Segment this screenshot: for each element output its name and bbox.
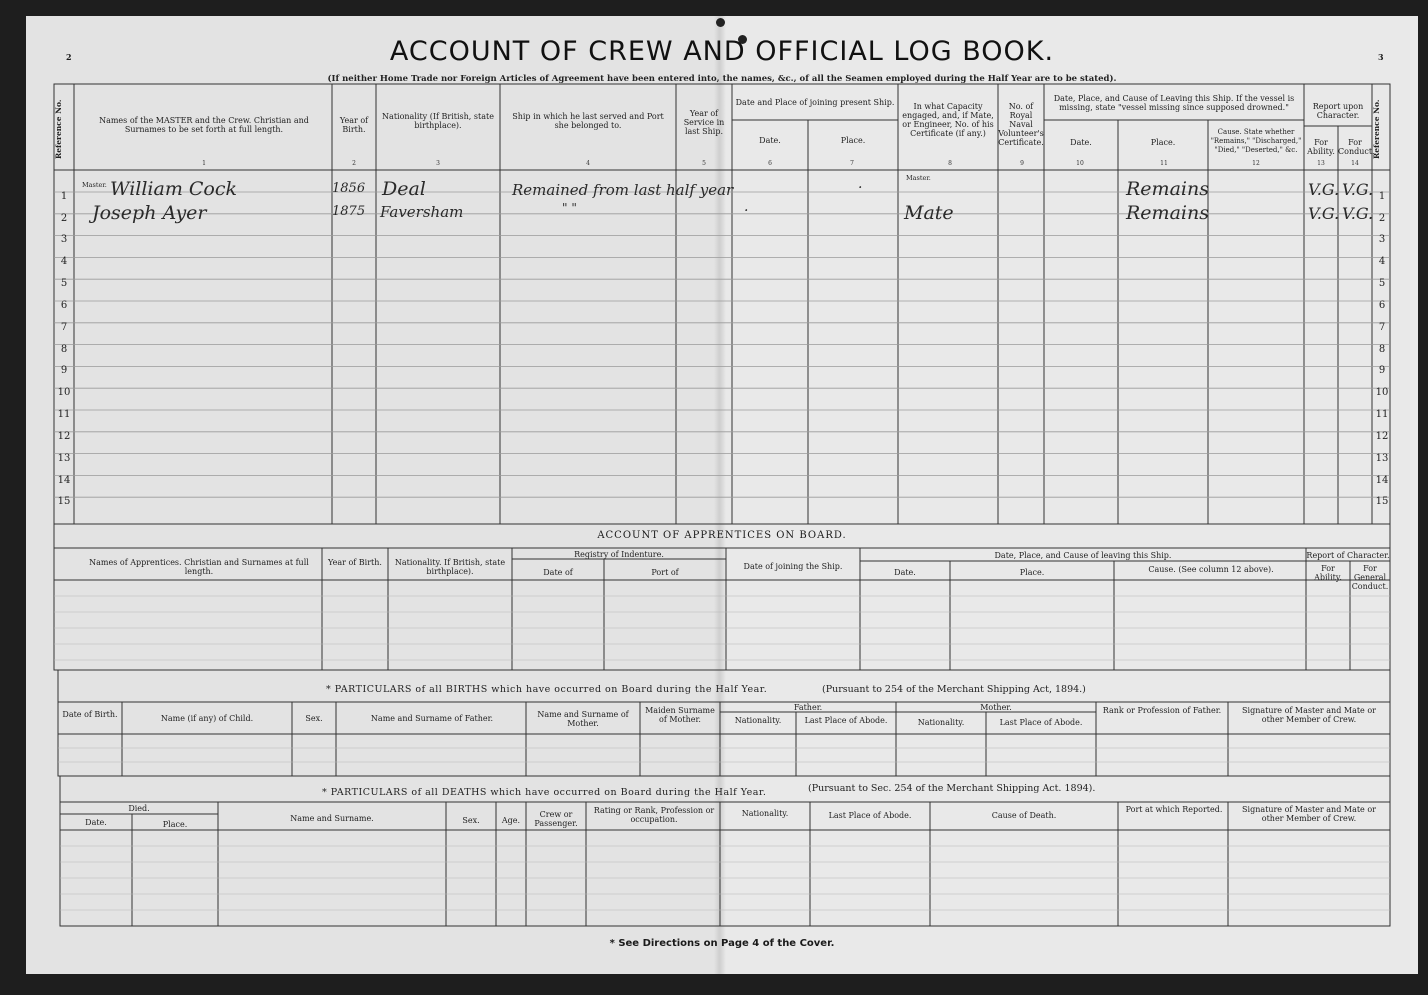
page-number-left: 2 [66,52,72,62]
row-number: 6 [60,300,68,311]
col-number-13: 13 [1317,160,1325,167]
apprentice-leaving-header: Date, Place, and Cause of leaving this Ship. [994,551,1172,560]
father-group-header: Father. [793,703,823,712]
crew-ability: V.G. [1308,180,1340,199]
mother-abode-header: Last Place of Abode. [999,718,1083,727]
apprentice-joining-header: Date of joining the Ship. [743,562,843,571]
row-number-right: 13 [1375,453,1389,464]
death-nationality-header: Nationality. [741,809,789,818]
births-title: * PARTICULARS of all BIRTHS which have occurred on Board during the Half Year. [326,684,768,695]
crew-name: Joseph Ayer [92,202,207,224]
row-number: 5 [60,278,68,289]
apprentice-names-header: Names of Apprentices. Christian and Surnames at full length. [89,558,309,576]
apprentice-conduct-header: For General Conduct. [1351,564,1389,591]
cause-of-death-header: Cause of Death. [991,811,1057,820]
births-pursuant: (Pursuant to 254 of the Merchant Shipping Act, 1894.) [822,684,1086,695]
row-number-right: 14 [1375,475,1389,486]
col-number-10: 10 [1076,160,1084,167]
apprentice-nationality-header: Nationality. If British, state birthplace). [394,558,506,576]
registry-date-header: Date of [543,568,573,577]
ship-last-served-header: Ship in which he last served and Port she belonged to. [512,112,664,130]
apprentice-year-header: Year of Birth. [328,558,382,567]
birth-sex-header: Sex. [305,714,323,723]
registry-header: Registry of Indenture. [574,550,664,559]
child-name-header: Name (if any) of Child. [160,714,254,723]
row-number-right: 15 [1375,496,1389,507]
row-number-right: 3 [1378,234,1386,245]
apprentice-cause-header: Cause. (See column 12 above). [1148,565,1274,574]
log-book-spread [26,16,1418,974]
crew-conduct: V.G. [1342,180,1374,199]
col-number-14: 14 [1351,160,1359,167]
capacity-header: In what Capacity engaged, and, if Mate, or Engineer, No. of his Certificate (if any.) [902,102,994,138]
row-number: 14 [57,475,71,486]
row-number-right: 10 [1375,387,1389,398]
apprentice-ability-header: For Ability. [1314,564,1342,582]
rnv-certificate-header: No. of Royal Naval Volunteer's Certificate. [998,102,1044,147]
col-number-6: 6 [768,160,772,167]
for-conduct-header: For Conduct. [1338,138,1375,156]
reference-number-header-right: Reference No. [1372,99,1381,159]
row-number: 2 [60,213,68,224]
death-place-header: Place. [162,820,188,829]
row-number-right: 5 [1378,278,1386,289]
death-sex-header: Sex. [462,816,480,825]
for-ability-header: For Ability. [1307,138,1335,156]
crew-cause: Remains [1126,178,1209,200]
row-number-right: 11 [1375,409,1389,420]
row-number-right: 8 [1378,344,1386,355]
crew-join-place: . [858,176,863,192]
death-signature-header: Signature of Master and Mate or other Member of Crew. [1242,805,1376,823]
crew-year-of-birth: 1856 [332,181,366,196]
mother-group-header: Mother. [980,703,1012,712]
row-number: 12 [57,431,71,442]
col-number-12: 12 [1252,160,1260,167]
page-title: ACCOUNT OF CREW AND OFFICIAL LOG BOOK. [389,36,1055,67]
crew-year-of-birth: 1875 [332,204,366,219]
crew-join-date: . [744,199,749,215]
crew-conduct: V.G. [1342,204,1374,223]
rating-header: Rating or Rank, Profession or occupation. [593,806,715,824]
death-abode-header: Last Place of Abode. [828,811,912,820]
col-number-2: 2 [352,160,356,167]
mother-nationality-header: Nationality. [917,718,965,727]
col-number-4: 4 [586,160,590,167]
row-number: 3 [60,234,68,245]
join-place-header: Place. [840,136,866,145]
row-number-right: 7 [1378,322,1386,333]
apprentice-leave-place-header: Place. [1019,568,1045,577]
registry-port-header: Port of [651,568,679,577]
row-number-right: 6 [1378,300,1386,311]
crew-name: William Cock [110,178,238,200]
master-label-capacity: Master. [906,174,931,182]
year-of-service-header: Year of Service in last Ship. [683,109,725,136]
form-ruling [26,16,1418,974]
died-header: Died. [128,804,150,813]
leave-place-header: Place. [1150,138,1176,147]
names-header: Names of the MASTER and the Crew. Christian and Surnames to be set forth at full length. [99,116,309,134]
death-date-header: Date. [85,818,107,827]
col-number-11: 11 [1160,160,1168,167]
father-name-header: Name and Surname of Father. [370,714,494,723]
apprentices-title: ACCOUNT OF APPRENTICES ON BOARD. [597,530,847,541]
apprentice-report-header: Report of Character. [1306,551,1390,560]
joining-header: Date and Place of joining present Ship. [735,98,895,107]
row-number-right: 12 [1375,431,1389,442]
maiden-surname-header: Maiden Surname of Mother. [645,706,715,724]
birth-date-header: Date of Birth. [62,710,118,719]
row-number: 7 [60,322,68,333]
row-number: 10 [57,387,71,398]
row-number: 13 [57,453,71,464]
footer-note: * See Directions on Page 4 of the Cover. [609,938,835,949]
row-number: 4 [60,256,68,267]
row-number: 9 [60,365,68,376]
cause-header: Cause. State whether "Remains," "Discharged," "Died," "Deserted," &c. [1210,128,1302,154]
leaving-header: Date, Place, and Cause of Leaving this Ship. If the vessel is missing, state "vessel missing since supposed drowned." [1053,94,1295,112]
father-abode-header: Last Place of Abode. [804,716,888,725]
col-number-7: 7 [850,160,854,167]
col-number-8: 8 [948,160,952,167]
birth-signature-header: Signature of Master and Mate or other Member of Crew. [1242,706,1376,724]
row-number-right: 2 [1378,213,1386,224]
join-date-header: Date. [759,136,781,145]
port-reported-header: Port at which Reported. [1125,805,1223,814]
leave-date-header: Date. [1070,138,1092,147]
row-number: 11 [57,409,71,420]
crew-passenger-header: Crew or Passenger. [534,810,578,828]
col-number-5: 5 [702,160,706,167]
deaths-pursuant: (Pursuant to Sec. 254 of the Merchant Shipping Act. 1894). [808,783,1096,794]
master-label: Master. [82,181,107,189]
row-number: 8 [60,344,68,355]
mother-name-header: Name and Surname of Mother. [537,710,629,728]
crew-ability: V.G. [1308,204,1340,223]
crew-capacity: Mate [904,202,954,224]
year-of-birth-header: Year of Birth. [339,116,369,134]
death-name-header: Name and Surname. [290,814,374,823]
row-number: 1 [60,191,68,202]
crew-nationality: Faversham [380,203,464,221]
apprentice-leave-date-header: Date. [894,568,916,577]
row-number: 15 [57,496,71,507]
col-number-1: 1 [202,160,206,167]
crew-ship-last-served: " " [562,201,577,215]
row-number-right: 4 [1378,256,1386,267]
crew-cause: Remains [1126,202,1209,224]
nationality-header: Nationality (If British, state birthplace). [382,112,494,130]
page-subtitle: (If neither Home Trade nor Foreign Articles of Agreement have been entered into, the names, &c., of all the Seamen employed during the Half Year are to be stated). [327,74,1117,84]
father-nationality-header: Nationality. [734,716,782,725]
page-number-right: 3 [1378,52,1384,62]
col-number-3: 3 [436,160,440,167]
row-number-right: 9 [1378,365,1386,376]
report-character-header: Report upon Character. [1312,102,1364,120]
crew-ship-last-served: Remained from last half year [512,181,734,199]
deaths-title: * PARTICULARS of all DEATHS which have occurred on Board during the Half Year. [322,787,767,798]
reference-number-header: Reference No. [54,99,63,159]
row-number-right: 1 [1378,191,1386,202]
crew-nationality: Deal [382,178,426,200]
col-number-9: 9 [1020,160,1024,167]
death-age-header: Age. [501,816,521,825]
father-rank-header: Rank or Profession of Father. [1102,706,1222,715]
